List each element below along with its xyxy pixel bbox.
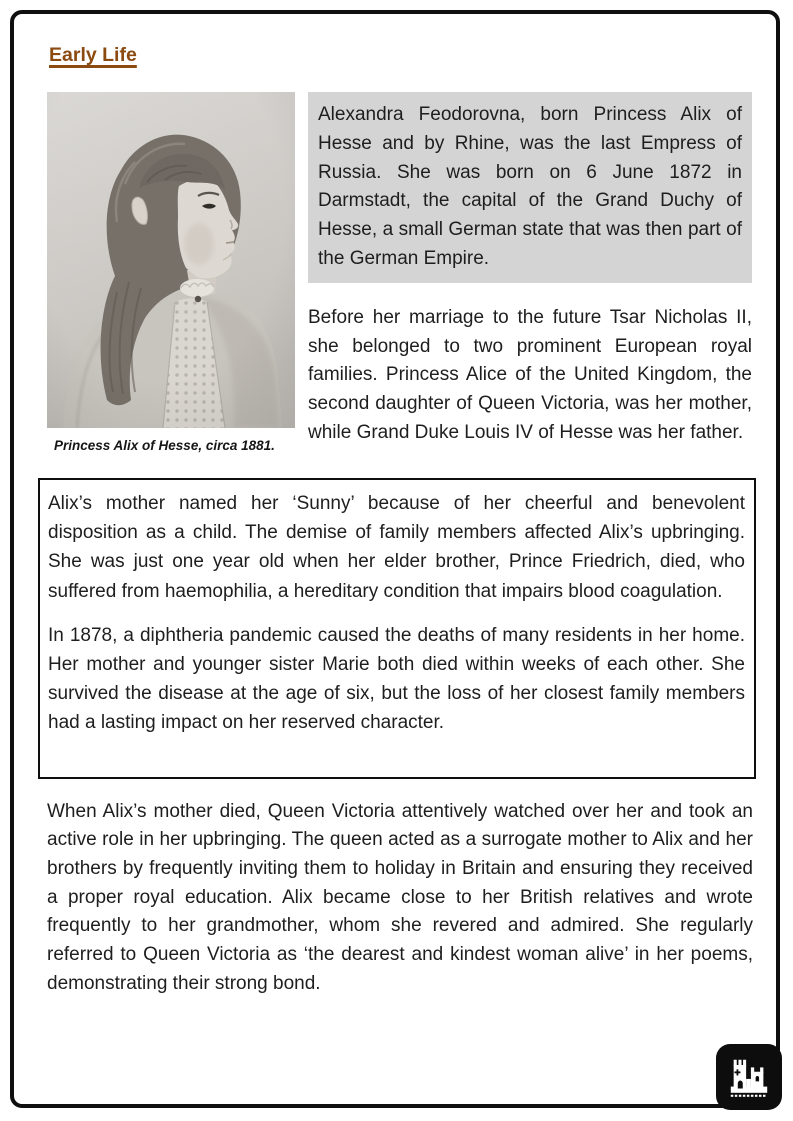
closing-paragraph: When Alix’s mother died, Queen Victoria attentively watched over her and took an active role in her upbringing. The queen acted as a surrogate mother to Alix and her brothers by frequently inviting them to holiday in Britain and ensuring they received a proper royal education. Alix became close to her British relatives and wrote frequently to her grandmother, whom she revered and admired. She regularly referred to Queen Victoria as ‘the dearest and kindest woman alive’ in her poems, demonstrating their strong bond. [47,800,753,994]
boxed-paragraph-1: Alix’s mother named her ‘Sunny’ because of her cheerful and benevolent disposition as a child. The demise of family members affected Alix’s upbringing. She was just one year old when her elder brother, Prince Friedrich, died, who suffered from haemophilia, a hereditary condition that impairs blood coagulation. [48,493,745,602]
castle-icon [726,1054,772,1100]
portrait-figure [47,92,295,456]
intro-paragraph-highlighted: Alexandra Feodorovna, born Princess Alix of Hesse and by Rhine, was the last Empress of Russia. She was born on 6 June 1872 in Darmstadt, the capital of the Grand Duchy of Hesse, a small German state that was then part of the German Empire. [308,92,752,283]
page-title: Early Life [49,44,137,66]
intro-paragraph: Before her marriage to the future Tsar Nicholas II, she belonged to two prominent European royal families. Princess Alice of the United Kingdom, the second daughter of Queen Victoria, was her mother, while Grand Duke Louis IV of Hesse was her father. [308,306,752,443]
intro-text-column [308,92,752,456]
portrait-caption: Princess Alix of Hesse, circa 1881. [54,438,275,453]
boxed-section [38,478,756,779]
portrait-photo-image [47,92,295,428]
intro-section [47,92,752,456]
boxed-paragraph-2: In 1878, a diphtheria pandemic caused the deaths of many residents in her home. Her mother and younger sister Marie both died within weeks of each other. She survived the disease at the age of six, but the loss of her closest family members had a lasting impact on her reserved character. [48,624,745,734]
brand-logo [716,1044,782,1110]
